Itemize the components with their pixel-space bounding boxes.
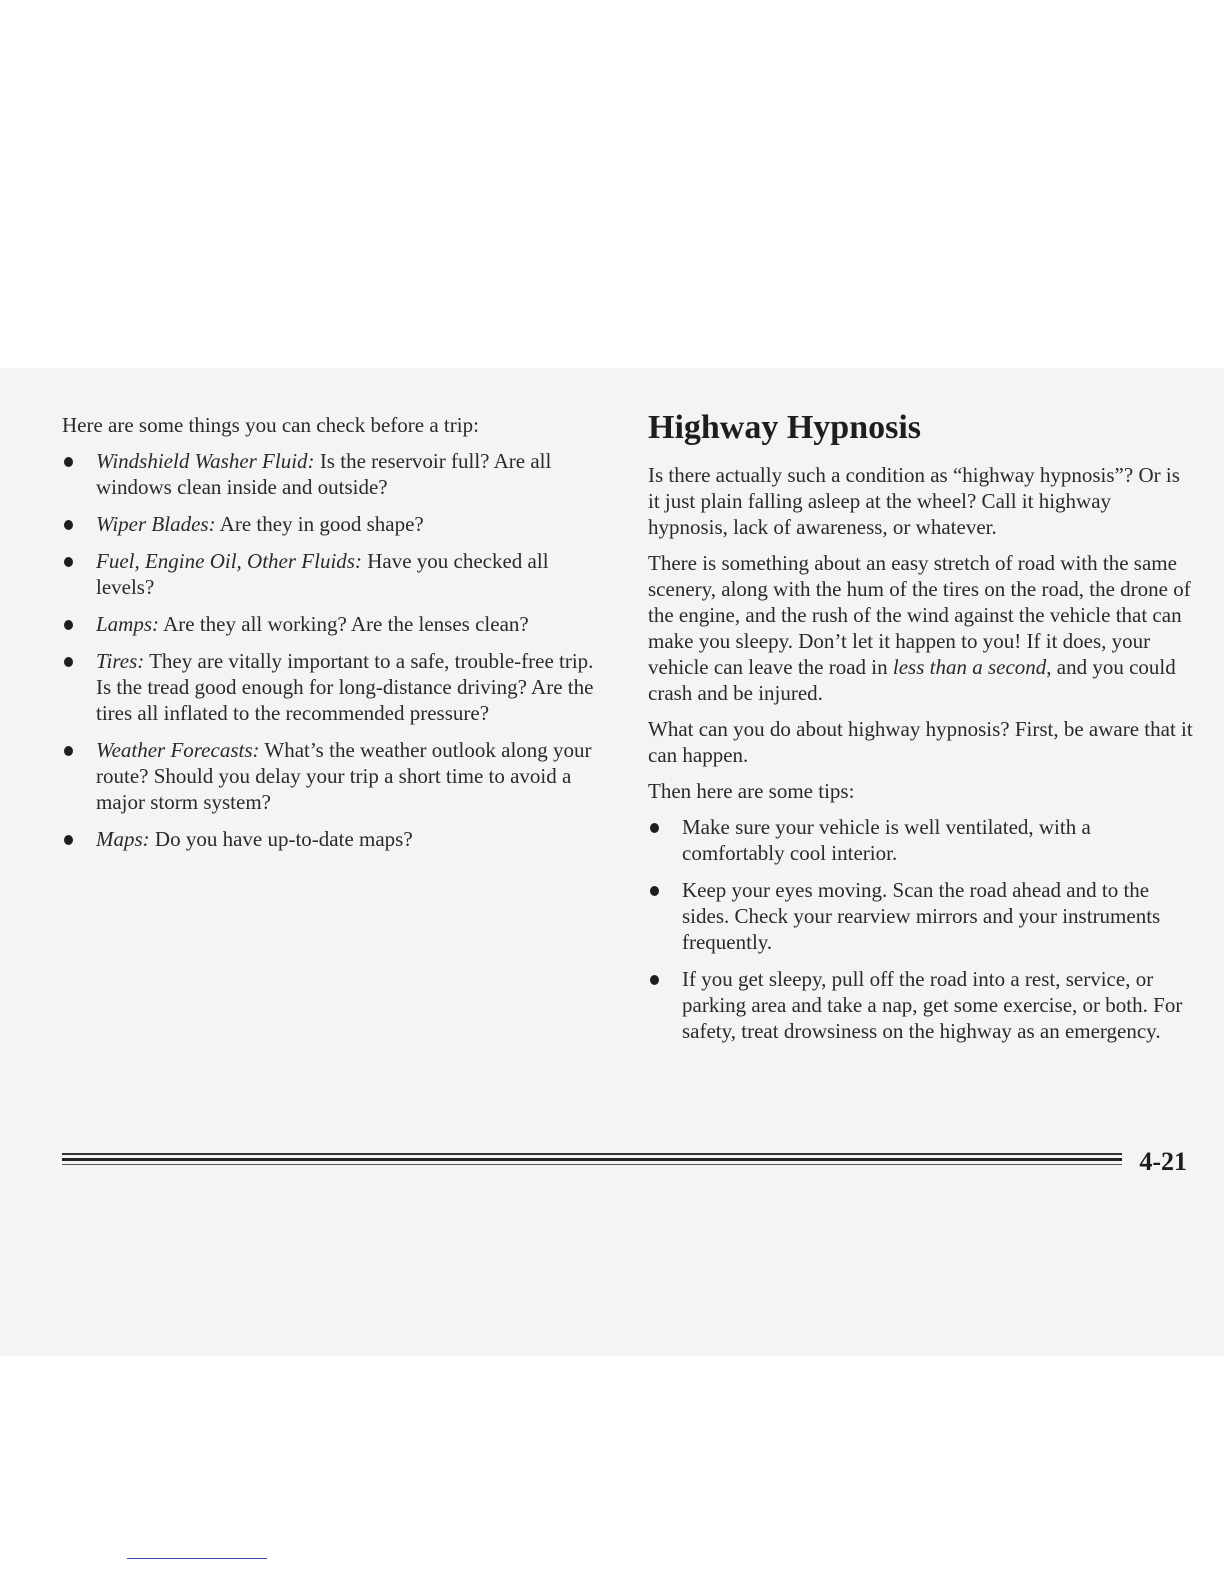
list-item: Windshield Washer Fluid: Is the reservoir full? Are all windows clean inside and outside?: [62, 448, 612, 500]
left-column: [62, 412, 612, 863]
page-number: 4-21: [1139, 1147, 1187, 1176]
bullet-icon: [64, 457, 73, 467]
bullet-icon: [64, 657, 73, 667]
list-item: Maps: Do you have up-to-date maps?: [62, 826, 612, 852]
list-item: If you get sleepy, pull off the road into a rest, service, or parking area and take a nap, get some exercise, or both. For safety, treat drowsiness on the highway as an emergency.: [648, 966, 1193, 1044]
paragraph-3: What can you do about highway hypnosis? First, be aware that it can happen.: [648, 717, 1193, 767]
paragraph-1: Is there actually such a condition as “highway hypnosis”? Or is it just plain falling asleep at the wheel? Call it highway hypnosis, lack of awareness, or whatever.: [648, 463, 1180, 539]
bullet-icon: [650, 823, 659, 833]
list-item: Lamps: Are they all working? Are the lenses clean?: [62, 611, 612, 637]
bullet-icon: [650, 975, 659, 985]
paragraph-4: Then here are some tips:: [648, 779, 855, 803]
tips-list: [648, 814, 1193, 1044]
bullet-icon: [650, 886, 659, 896]
bullet-icon: [64, 520, 73, 530]
list-item: Tires: They are vitally important to a safe, trouble-free trip. Is the tread good enough for long-distance driving? Are the tires all inflated to the recommended pressure?: [62, 648, 612, 726]
right-column: [648, 409, 1193, 1055]
list-item: Make sure your vehicle is well ventilated, with a comfortably cool interior.: [648, 814, 1193, 866]
checklist-intro: Here are some things you can check before a trip:: [62, 413, 479, 437]
footer-rule: [62, 1158, 1122, 1161]
list-item: Wiper Blades: Are they in good shape?: [62, 511, 612, 537]
paragraph-2: There is something about an easy stretch of road with the same scenery, along with the hum of the tires on the road, the drone of the engine, and the rush of the wind against the vehicle that can make you sleepy. Don’t let it happen to you! If it does, your vehicle can leave the road in less than a second, and you could crash and be injured.: [648, 551, 1191, 705]
list-item: Fuel, Engine Oil, Other Fluids: Have you checked all levels?: [62, 548, 612, 600]
list-item: Weather Forecasts: What’s the weather outlook along your route? Should you delay your trip a short time to avoid a major storm system?: [62, 737, 612, 815]
section-heading: Highway Hypnosis: [648, 409, 922, 446]
footer-rule: [62, 1153, 1122, 1155]
trip-checklist: [62, 448, 612, 852]
footer-rule: [62, 1164, 1122, 1165]
page-footer: [62, 1147, 1187, 1180]
emphasis-text: less than a second: [892, 655, 1047, 679]
bullet-icon: [64, 746, 73, 756]
bottom-link-line: [127, 1558, 267, 1559]
bullet-icon: [64, 835, 73, 845]
list-item: Keep your eyes moving. Scan the road ahead and to the sides. Check your rearview mirrors and your instruments frequently.: [648, 877, 1193, 955]
bullet-icon: [64, 557, 73, 567]
bullet-icon: [64, 620, 73, 630]
